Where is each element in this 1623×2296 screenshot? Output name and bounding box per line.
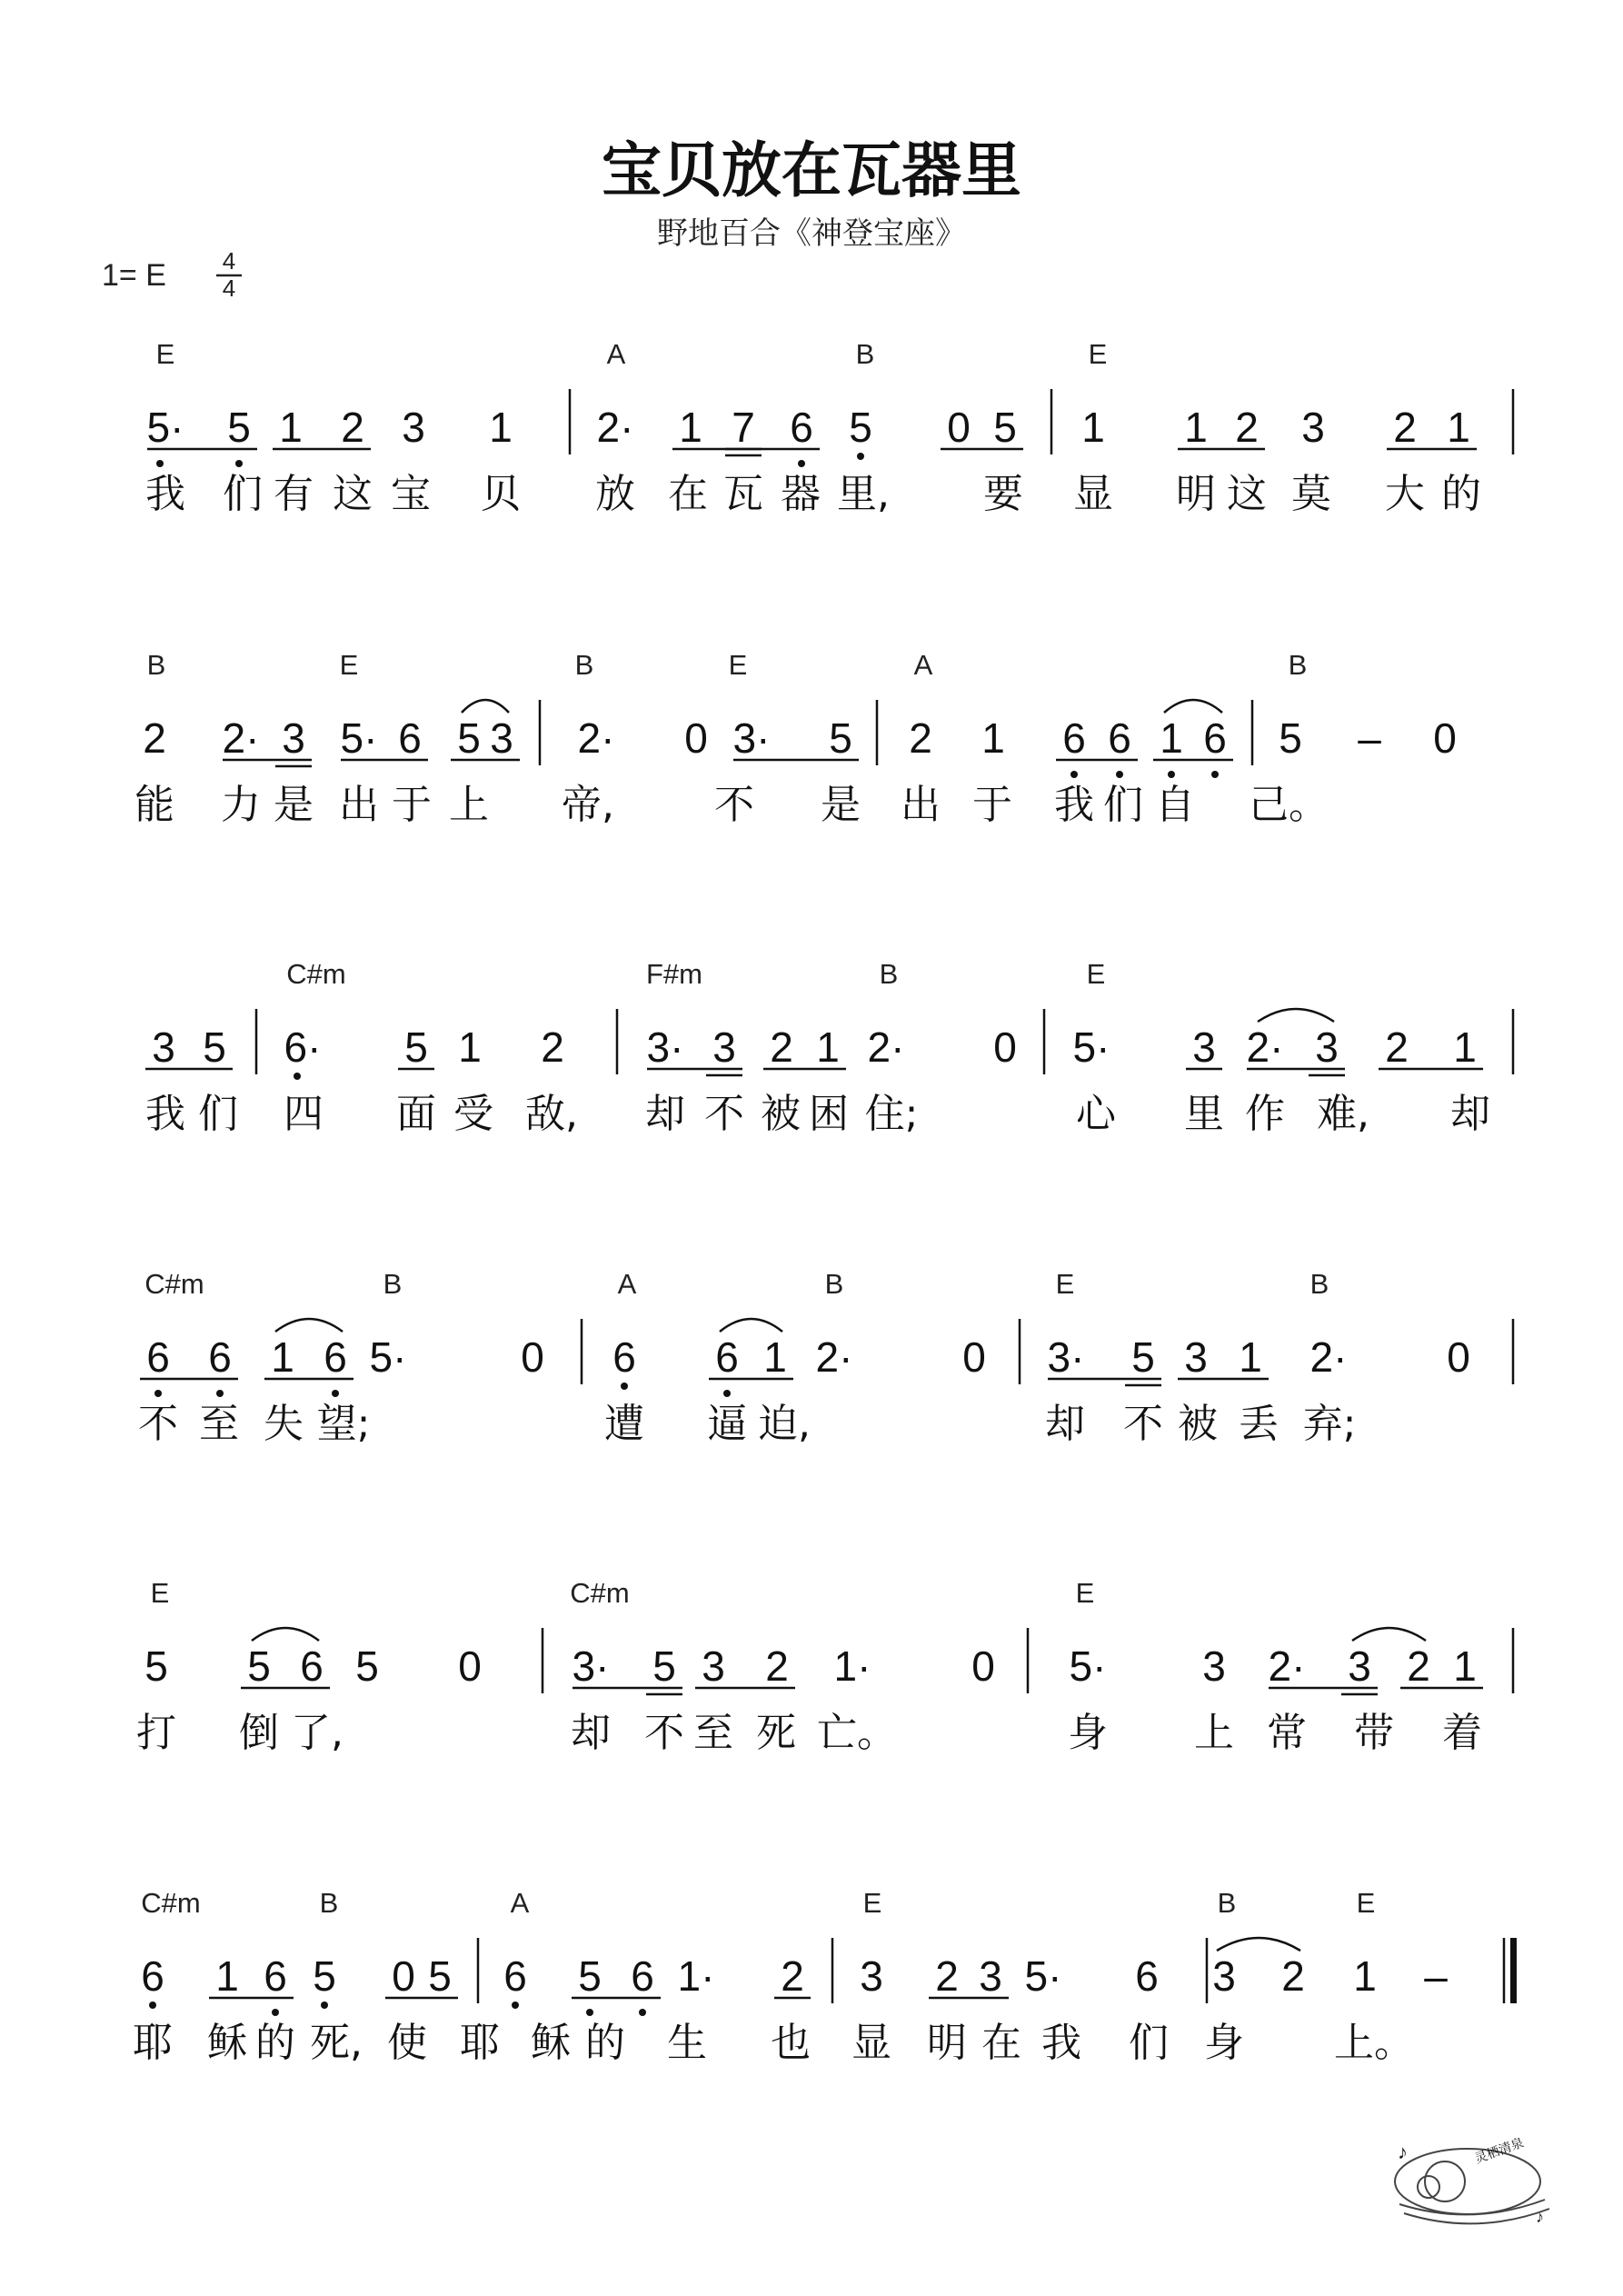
jianpu-note: 3·: [572, 1642, 610, 1690]
lyric-syllable: 我: [145, 471, 185, 517]
jianpu-note: 6: [612, 1333, 636, 1381]
jianpu-note: 0: [1447, 1333, 1470, 1381]
chord-symbol: E: [150, 1577, 170, 1609]
jianpu-note: 1: [1353, 1952, 1377, 2000]
lyric-syllable: 四: [284, 1091, 324, 1137]
lyric-syllable: 我: [1041, 2020, 1081, 2066]
chord-symbol: C#m: [144, 1268, 204, 1300]
jianpu-note: 5·: [1072, 1023, 1110, 1071]
jianpu-note: 6: [1108, 714, 1131, 762]
lyric-syllable: 显: [1073, 471, 1113, 517]
chord-symbol: E: [862, 1887, 882, 1919]
lyric-syllable: 至: [693, 1710, 733, 1756]
jianpu-note: 2: [541, 1023, 564, 1071]
jianpu-note: 2: [909, 714, 932, 762]
jianpu-note: 5: [457, 714, 481, 762]
octave-dot: [294, 1073, 301, 1080]
lyric-syllable: 不: [644, 1710, 684, 1756]
jianpu-note: 5: [652, 1642, 676, 1690]
lyric-syllable: 们: [1129, 2020, 1169, 2066]
jianpu-note: 5: [404, 1023, 428, 1071]
jianpu-note: 1: [1081, 404, 1105, 451]
octave-dot: [321, 2002, 328, 2009]
jianpu-note: 2: [1407, 1642, 1430, 1690]
jianpu-note: 2: [935, 1952, 959, 2000]
slur: [462, 700, 509, 713]
lyric-syllable: 敌,: [525, 1091, 578, 1137]
jianpu-note: 3: [1348, 1642, 1371, 1690]
staff-system: [136, 1577, 1513, 1756]
lyric-syllable: 们: [198, 1091, 238, 1137]
lyric-syllable: 自: [1155, 782, 1195, 828]
lyric-syllable: 明: [927, 2020, 967, 2066]
jianpu-note: 3: [152, 1023, 175, 1071]
chord-symbol: E: [155, 338, 175, 370]
jianpu-note: 0: [1433, 714, 1457, 762]
octave-dot: [149, 2002, 156, 2009]
lyric-syllable: 不: [1123, 1401, 1163, 1447]
lyric-syllable: 也: [771, 2020, 811, 2066]
jianpu-note: 1: [489, 404, 513, 451]
jianpu-note: 1: [1447, 404, 1470, 451]
jianpu-note: 2: [341, 404, 364, 451]
jianpu-note: 2: [1235, 404, 1259, 451]
lyric-syllable: 亡。: [817, 1710, 897, 1756]
jianpu-note: 6·: [284, 1023, 322, 1071]
lyric-syllable: 打: [136, 1710, 176, 1756]
jianpu-note: 0: [971, 1642, 995, 1690]
staff-system: [138, 1268, 1513, 1447]
slur: [1217, 1938, 1300, 1951]
jianpu-note: 1: [1453, 1023, 1477, 1071]
lyric-syllable: 被: [1178, 1401, 1218, 1447]
jianpu-note: 5: [578, 1952, 602, 2000]
jianpu-note: 0: [458, 1642, 482, 1690]
jianpu-note: 6: [1062, 714, 1086, 762]
jianpu-note: 6: [790, 404, 813, 451]
jianpu-note: 3: [1184, 1333, 1208, 1381]
chord-symbol: B: [574, 649, 594, 681]
jianpu-note: 6: [398, 714, 422, 762]
octave-dot: [723, 1390, 731, 1397]
slur: [1352, 1628, 1426, 1641]
lyric-syllable: 有: [274, 471, 314, 517]
octave-dot: [156, 460, 164, 467]
jianpu-note: 3: [402, 404, 425, 451]
lyric-syllable: 难,: [1317, 1091, 1369, 1137]
lyric-syllable: 不: [704, 1091, 744, 1137]
jianpu-note: 6: [264, 1952, 287, 2000]
final-bar-thick: [1510, 1938, 1517, 2003]
lyric-syllable: 稣: [531, 2020, 571, 2066]
chord-symbol: C#m: [141, 1887, 201, 1919]
jianpu-note: 3·: [1047, 1333, 1085, 1381]
lyric-syllable: 莫: [1291, 471, 1331, 517]
lyric-syllable: 使: [387, 2020, 427, 2066]
lyric-syllable: 生: [667, 2020, 707, 2066]
lyric-syllable: 身: [1204, 2020, 1244, 2066]
octave-dot: [332, 1390, 339, 1397]
lyric-syllable: 放: [595, 471, 635, 517]
jianpu-note: 1: [679, 404, 702, 451]
jianpu-note: 1: [458, 1023, 482, 1071]
jianpu-note: 2·: [577, 714, 615, 762]
lyric-syllable: 里,: [837, 471, 890, 517]
lyric-syllable: 作: [1245, 1091, 1285, 1137]
jianpu-note: 5: [227, 404, 251, 451]
jianpu-note: 0: [521, 1333, 544, 1381]
jianpu-note: 1: [763, 1333, 787, 1381]
jianpu-note: 1: [215, 1952, 239, 2000]
jianpu-note: 6: [715, 1333, 739, 1381]
lyric-syllable: 常: [1267, 1710, 1307, 1756]
sheep-logo: [1395, 2135, 1549, 2226]
lyric-syllable: 于: [972, 782, 1012, 828]
jianpu-note: 5: [247, 1642, 271, 1690]
jianpu-note: 2: [143, 714, 166, 762]
jianpu-note: 2·: [596, 404, 634, 451]
chord-symbol: B: [1309, 1268, 1329, 1300]
logo-text: 灵栖清泉: [1472, 2134, 1526, 2166]
lyric-syllable: 死: [756, 1710, 796, 1756]
jianpu-note: 3: [1212, 1952, 1236, 2000]
chord-symbol: E: [1088, 338, 1108, 370]
lyric-syllable: 困: [809, 1091, 849, 1137]
jianpu-note: 5: [203, 1023, 226, 1071]
jianpu-note: 6: [208, 1333, 232, 1381]
lyric-syllable: 迫,: [758, 1401, 811, 1447]
jianpu-note: 0: [684, 714, 708, 762]
jianpu-note: –: [1424, 1952, 1448, 2000]
lyric-syllable: 的: [255, 2020, 295, 2066]
jianpu-note: 5·: [146, 404, 184, 451]
lyric-syllable: 耶: [460, 2020, 500, 2066]
chord-symbol: E: [339, 649, 359, 681]
lyric-syllable: 弃;: [1302, 1401, 1357, 1447]
lyric-syllable: 逼: [707, 1401, 747, 1447]
jianpu-note: 5: [849, 404, 872, 451]
jianpu-note: 1: [1453, 1642, 1477, 1690]
chord-symbol: E: [1356, 1887, 1376, 1919]
jianpu-note: 2: [781, 1952, 804, 2000]
lyric-syllable: 稣: [207, 2020, 247, 2066]
lyric-syllable: 却: [645, 1091, 685, 1137]
lyric-syllable: 死,: [310, 2020, 363, 2066]
slur: [1164, 700, 1222, 713]
lyric-syllable: 被: [761, 1091, 801, 1137]
lyric-syllable: 这: [1227, 471, 1267, 517]
jianpu-note: 3: [860, 1952, 883, 2000]
jianpu-note: 6: [324, 1333, 347, 1381]
chord-symbol: A: [606, 338, 626, 370]
jianpu-note: 5: [144, 1642, 168, 1690]
jianpu-note: 2·: [1246, 1023, 1284, 1071]
lyric-syllable: 丢: [1239, 1401, 1279, 1447]
jianpu-note: 7: [732, 404, 755, 451]
lyric-syllable: 显: [851, 2020, 891, 2066]
jianpu-note: 2·: [867, 1023, 905, 1071]
slur: [1258, 1009, 1334, 1022]
octave-dot: [1211, 771, 1219, 778]
jianpu-note: 2: [1385, 1023, 1409, 1071]
time-signature-bottom: 4: [222, 275, 236, 302]
jianpu-note: 1: [816, 1023, 840, 1071]
lyric-syllable: 着: [1442, 1710, 1482, 1756]
lyric-syllable: 瓦: [723, 471, 763, 517]
jianpu-note: 5: [829, 714, 852, 762]
chord-symbol: E: [1086, 958, 1106, 990]
jianpu-note: 2: [1281, 1952, 1305, 2000]
jianpu-note: 2·: [1268, 1642, 1306, 1690]
jianpu-note: 5: [1131, 1333, 1155, 1381]
jianpu-note: 1: [1160, 714, 1183, 762]
jianpu-note: 6: [1203, 714, 1227, 762]
lyric-syllable: 要: [983, 471, 1023, 517]
lyric-syllable: 失: [264, 1401, 304, 1447]
jianpu-note: 3: [1315, 1023, 1339, 1071]
jianpu-note: 5: [1279, 714, 1302, 762]
jianpu-note: 0: [947, 404, 971, 451]
jianpu-note: 2: [770, 1023, 793, 1071]
lyric-syllable: 上: [1194, 1710, 1234, 1756]
chord-symbol: B: [1217, 1887, 1237, 1919]
lyric-syllable: 住;: [864, 1091, 919, 1137]
lyric-syllable: 耶: [133, 2020, 173, 2066]
lyric-syllable: 贝: [481, 471, 521, 517]
staff-system: [133, 1887, 1517, 2066]
chord-symbol: B: [1288, 649, 1308, 681]
jianpu-note: 6: [503, 1952, 527, 2000]
jianpu-note: 3: [1301, 404, 1325, 451]
lyric-syllable: 己。: [1249, 782, 1329, 828]
lyric-syllable: 带: [1354, 1710, 1394, 1756]
jianpu-note: 1: [271, 1333, 294, 1381]
octave-dot: [1070, 771, 1078, 778]
jianpu-note: 0: [993, 1023, 1017, 1071]
jianpu-note: 3·: [646, 1023, 684, 1071]
octave-dot: [512, 2002, 519, 2009]
lyric-syllable: 我: [1054, 782, 1094, 828]
lyric-syllable: 却: [1450, 1091, 1490, 1137]
jianpu-note: 5·: [340, 714, 378, 762]
octave-dot: [1168, 771, 1175, 778]
jianpu-note: 1: [981, 714, 1005, 762]
chord-symbol: B: [146, 649, 166, 681]
jianpu-note: 6: [146, 1333, 170, 1381]
jianpu-note: 1·: [833, 1642, 871, 1690]
lyric-syllable: 的: [585, 2020, 625, 2066]
octave-dot: [272, 2009, 279, 2016]
jianpu-note: –: [1358, 714, 1381, 762]
lyric-syllable: 在: [981, 2020, 1021, 2066]
lyric-syllable: 望;: [316, 1401, 371, 1447]
lyric-syllable: 们: [1103, 782, 1143, 828]
jianpu-note: 5·: [1024, 1952, 1062, 2000]
octave-dot: [586, 2009, 593, 2016]
lyric-syllable: 身: [1068, 1710, 1108, 1756]
jianpu-note: 1: [1184, 404, 1208, 451]
lyric-syllable: 这: [333, 471, 373, 517]
chord-symbol: C#m: [570, 1577, 630, 1609]
jianpu-note: 5·: [1069, 1642, 1107, 1690]
lyric-syllable: 宝: [391, 471, 431, 517]
lyric-syllable: 们: [223, 471, 263, 517]
lyric-syllable: 于: [392, 782, 432, 828]
music-score: [133, 338, 1517, 2066]
lyric-syllable: 器: [781, 471, 821, 517]
staff-system: [145, 338, 1513, 517]
jianpu-note: 2·: [222, 714, 260, 762]
lyric-syllable: 出: [901, 782, 941, 828]
music-note-icon: ♪: [1536, 2208, 1544, 2226]
lyric-syllable: 我: [145, 1091, 185, 1137]
jianpu-note: 6: [141, 1952, 164, 2000]
jianpu-note: 3: [1192, 1023, 1216, 1071]
jianpu-note: 3: [979, 1952, 1002, 2000]
octave-dot: [639, 2009, 646, 2016]
lyric-syllable: 上。: [1334, 2020, 1414, 2066]
chord-symbol: E: [1055, 1268, 1075, 1300]
jianpu-note: 6: [300, 1642, 324, 1690]
staff-system: [145, 958, 1513, 1137]
chord-symbol: B: [824, 1268, 844, 1300]
octave-dot: [1116, 771, 1123, 778]
jianpu-note: 5·: [369, 1333, 407, 1381]
slur: [720, 1319, 782, 1332]
lyric-syllable: 却: [571, 1710, 611, 1756]
song-subtitle: 野地百合《神登宝座》: [657, 215, 966, 252]
jianpu-note: 2·: [815, 1333, 853, 1381]
lyric-syllable: 能: [134, 782, 174, 828]
jianpu-note: 3: [1202, 1642, 1226, 1690]
lyric-syllable: 心: [1076, 1091, 1116, 1137]
lyric-syllable: 力: [221, 782, 261, 828]
lyric-syllable: 了,: [291, 1710, 344, 1756]
jianpu-note: 6: [631, 1952, 654, 2000]
jianpu-note: 0: [962, 1333, 986, 1381]
jianpu-note: 1·: [677, 1952, 715, 2000]
jianpu-note: 5: [993, 404, 1017, 451]
octave-dot: [798, 460, 805, 467]
jianpu-note: 3: [702, 1642, 725, 1690]
lyric-syllable: 倒: [239, 1710, 279, 1756]
octave-dot: [216, 1390, 224, 1397]
jianpu-note: 3: [282, 714, 305, 762]
lyric-syllable: 是: [274, 782, 314, 828]
jianpu-note: 2·: [1309, 1333, 1348, 1381]
lyric-syllable: 受: [453, 1091, 493, 1137]
jianpu-note: 3: [712, 1023, 736, 1071]
octave-dot: [235, 460, 243, 467]
lyric-syllable: 面: [396, 1091, 436, 1137]
time-signature-top: 4: [222, 247, 236, 275]
lyric-syllable: 在: [668, 471, 708, 517]
chord-symbol: B: [879, 958, 899, 990]
chord-symbol: B: [855, 338, 875, 370]
key-signature: 1= E: [102, 258, 166, 293]
octave-dot: [621, 1383, 628, 1390]
lyric-syllable: 帝,: [562, 782, 614, 828]
jianpu-note: 5: [428, 1952, 452, 2000]
lyric-syllable: 是: [821, 782, 861, 828]
jianpu-note: 1: [1239, 1333, 1262, 1381]
lyric-syllable: 却: [1045, 1401, 1085, 1447]
lyric-syllable: 不: [714, 782, 754, 828]
lyric-syllable: 里: [1184, 1091, 1224, 1137]
chord-symbol: F#m: [646, 958, 702, 990]
jianpu-note: 6: [1135, 1952, 1159, 2000]
slur: [275, 1319, 343, 1332]
chord-symbol: A: [913, 649, 933, 681]
jianpu-note: 3·: [732, 714, 771, 762]
jianpu-note: 0: [392, 1952, 415, 2000]
music-note-icon: ♪: [1398, 2141, 1408, 2163]
jianpu-note: 3: [490, 714, 513, 762]
lyric-syllable: 明: [1176, 471, 1216, 517]
lyric-syllable: 至: [199, 1401, 239, 1447]
chord-symbol: B: [319, 1887, 339, 1919]
lyric-syllable: 遭: [604, 1401, 644, 1447]
song-title: 宝贝放在瓦器里: [602, 135, 1021, 205]
jianpu-note: 5: [313, 1952, 336, 2000]
chord-symbol: C#m: [286, 958, 346, 990]
jianpu-note: 1: [279, 404, 303, 451]
chord-symbol: E: [728, 649, 748, 681]
jianpu-note: 2: [1393, 404, 1417, 451]
octave-dot: [154, 1390, 162, 1397]
staff-system: [134, 649, 1457, 828]
jianpu-note: 2: [765, 1642, 789, 1690]
jianpu-note: 5: [355, 1642, 379, 1690]
slur: [252, 1628, 319, 1641]
chord-symbol: A: [510, 1887, 530, 1919]
chord-symbol: E: [1075, 1577, 1095, 1609]
lyric-syllable: 的: [1441, 471, 1481, 517]
octave-dot: [857, 453, 864, 460]
lyric-syllable: 大: [1385, 471, 1425, 517]
lyric-syllable: 上: [449, 782, 489, 828]
chord-symbol: B: [383, 1268, 403, 1300]
lyric-syllable: 出: [339, 782, 379, 828]
lyric-syllable: 不: [138, 1401, 178, 1447]
chord-symbol: A: [617, 1268, 637, 1300]
